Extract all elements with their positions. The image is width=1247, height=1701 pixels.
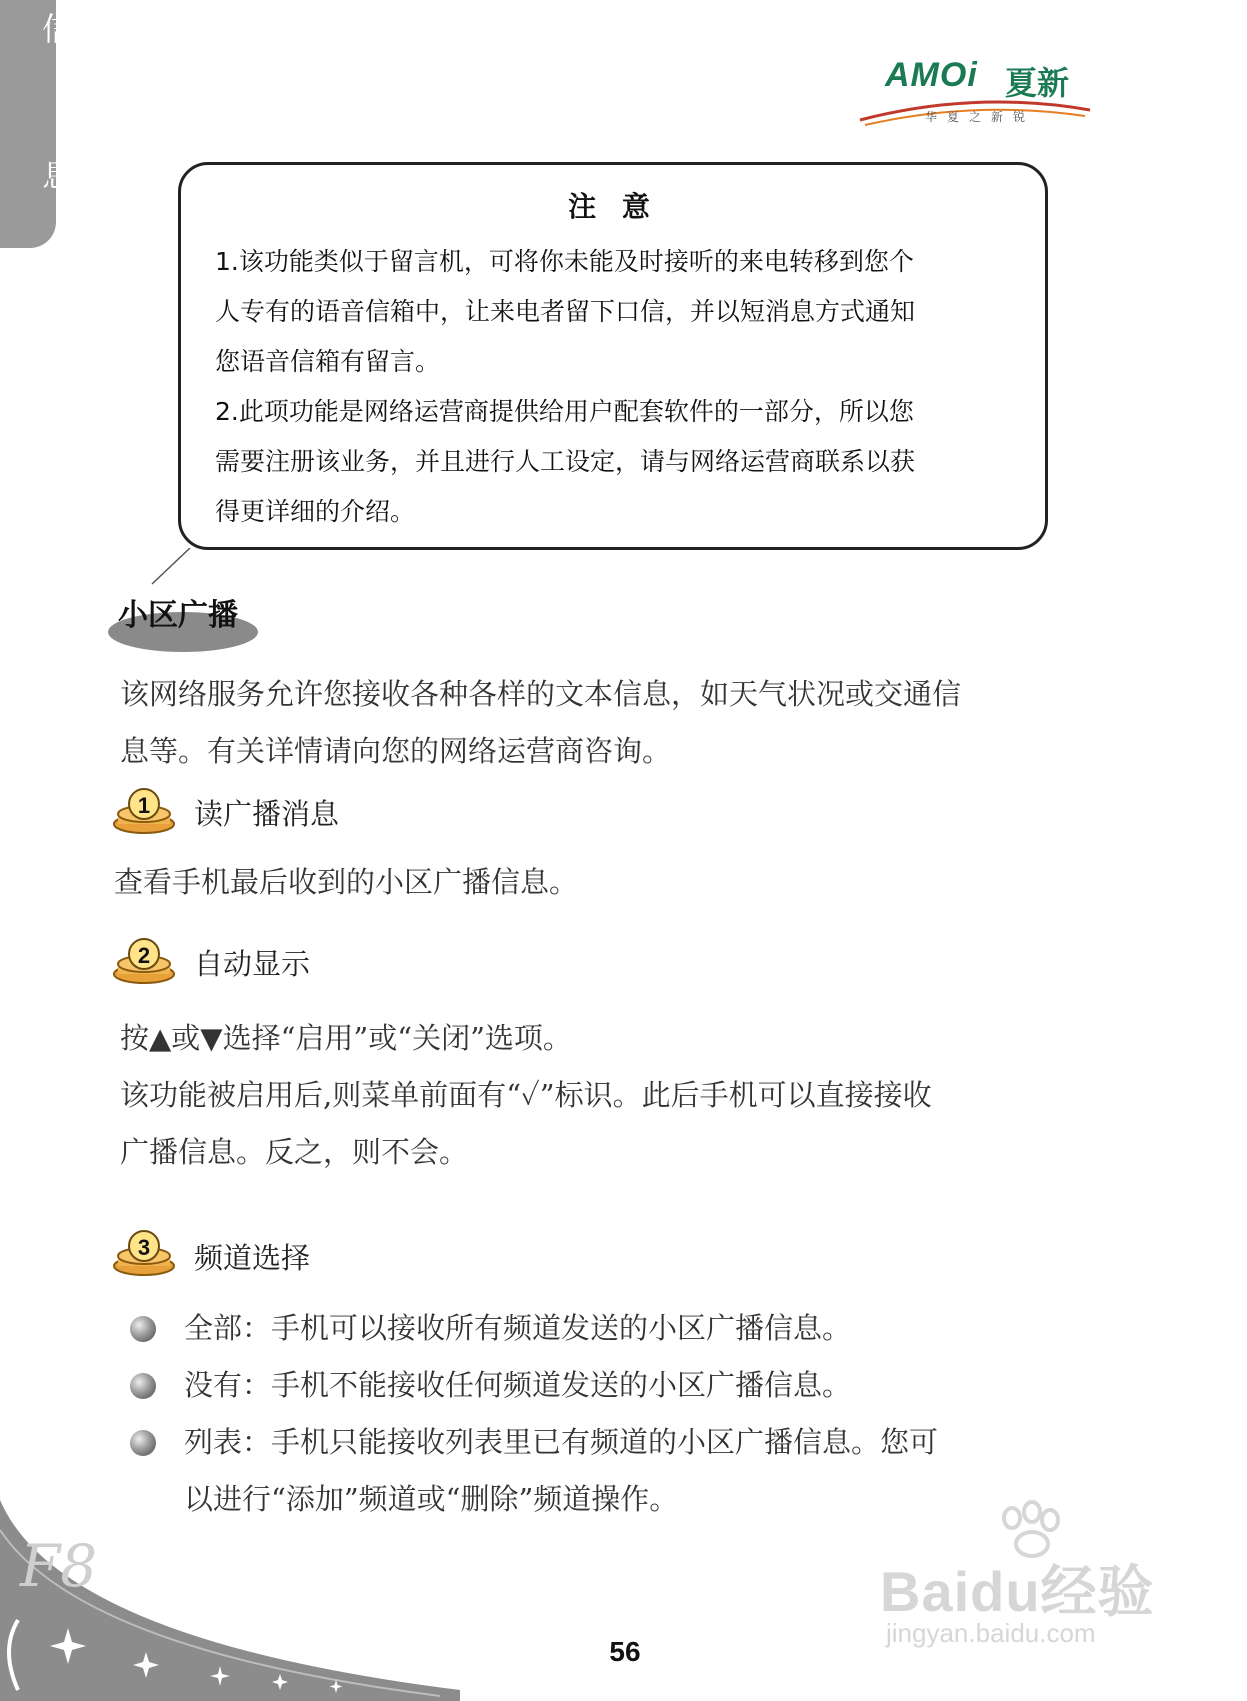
logo-brand-text: AMOi — [885, 56, 978, 94]
number-badge-1-icon — [112, 786, 176, 836]
side-tab-char-1: 信 — [41, 10, 74, 48]
number-badge-2-icon — [112, 936, 176, 986]
watermark-url: jingyan.baidu.com — [886, 1618, 1096, 1648]
number-badge-3-icon — [112, 1228, 176, 1278]
watermark-brand: Baidu经验 — [880, 1560, 1155, 1623]
note-body — [215, 237, 1025, 537]
item-2-line: 按▲或▼选择“启用”或“关闭”选项。 — [120, 1021, 572, 1055]
item-1-body — [114, 854, 1074, 911]
intro-line: 息等。有关详情请向您的网络运营商咨询。 — [120, 734, 672, 768]
bullet-item-none — [184, 1357, 1084, 1414]
bullet-line: 列表：手机只能接收列表里已有频道的小区广播信息。您可 — [184, 1425, 939, 1459]
note-title: 注 意 — [568, 190, 658, 223]
bullet-icon — [130, 1316, 156, 1342]
item-2-body — [120, 1010, 1080, 1181]
note-pointer-line — [150, 548, 200, 588]
bullet-item-all — [184, 1300, 1084, 1357]
item-3-title: 频道选择 — [194, 1241, 311, 1275]
page-number: 56 — [609, 1636, 641, 1667]
bullet-icon — [130, 1430, 156, 1456]
note-line: 1.该功能类似于留言机，可将你未能及时接听的来电转移到您个 — [215, 247, 914, 276]
item-1-title: 读广播消息 — [194, 797, 340, 831]
item-2-line: 该功能被启用后,则菜单前面有“✓”标识。此后手机可以直接接收 — [120, 1078, 932, 1112]
badge-2-number: 2 — [137, 943, 151, 968]
note-line: 您语音信箱有留言。 — [215, 347, 441, 376]
logo-slogan: 华夏之新锐 — [925, 110, 1036, 124]
bullet-line: 全部：手机可以接收所有频道发送的小区广播信息。 — [184, 1311, 852, 1345]
section-title: 小区广播 — [118, 598, 238, 633]
logo-cn-name: 夏新 — [1005, 64, 1070, 102]
item-2-line: 广播信息。反之，则不会。 — [120, 1135, 469, 1169]
baidu-watermark — [880, 1500, 1210, 1660]
badge-3-number: 3 — [137, 1235, 151, 1260]
item-2-title: 自动显示 — [194, 947, 311, 981]
note-line: 人专有的语音信箱中，让来电者留下口信，并以短消息方式通知 — [215, 297, 916, 326]
bullet-line: 没有：手机不能接收任何频道发送的小区广播信息。 — [184, 1368, 852, 1402]
note-line: 需要注册该业务，并且进行人工设定，请与网络运营商联系以获 — [215, 447, 916, 476]
side-tab-char-2: 息 — [41, 156, 74, 194]
item-1-line: 查看手机最后收到的小区广播信息。 — [114, 865, 579, 899]
corner-decoration — [0, 1500, 460, 1701]
note-box — [178, 162, 1048, 550]
section-intro — [120, 666, 1080, 780]
bullet-line: 以进行“添加”频道或“删除”频道操作。 — [184, 1482, 679, 1516]
note-line: 得更详细的介绍。 — [215, 497, 416, 526]
bullet-icon — [130, 1373, 156, 1399]
badge-1-number: 1 — [137, 793, 151, 818]
note-line: 2.此项功能是网络运营商提供给用户配套软件的一部分，所以您 — [215, 397, 914, 426]
intro-line: 该网络服务允许您接收各种各样的文本信息，如天气状况或交通信 — [120, 677, 962, 711]
model-name: F8 — [20, 1532, 98, 1600]
brand-logo — [855, 50, 1095, 130]
